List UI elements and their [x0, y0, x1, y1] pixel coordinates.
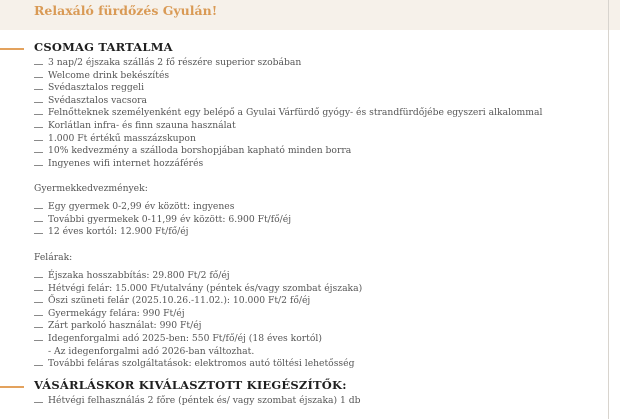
list-item: Éjszaka hosszabbítás: 29.800 Ft/2 fő/éj — [34, 270, 362, 283]
package-list — [34, 57, 542, 170]
dash-bullet — [34, 315, 43, 316]
tourist-tax-note: - Az idegenforgalmi adó 2026-ban változhat. — [48, 345, 255, 357]
dash-bullet — [34, 102, 43, 103]
children-discounts-list — [34, 201, 291, 239]
list-item: Svédasztalos reggeli — [34, 82, 542, 95]
list-item: 1.000 Ft értékű masszázskupon — [34, 133, 542, 146]
list-item: Felnőtteknek személyenként egy belépő a Gyulai Várfürdő gyógy- és strandfürdőjébe egyszeri alkalommal — [34, 107, 542, 120]
dash-bullet — [34, 77, 43, 78]
dash-bullet — [34, 208, 43, 209]
right-border-line — [608, 0, 609, 419]
list-item: Welcome drink bekészítés — [34, 70, 542, 83]
list-item: 10% kedvezmény a szálloda borshopjában kapható minden borra — [34, 145, 542, 158]
dash-bullet — [34, 233, 43, 234]
list-item: Gyermekágy felára: 990 Ft/éj — [34, 308, 362, 321]
children-discounts-heading: Gyermekkedvezmények: — [34, 183, 148, 194]
list-item: Svédasztalos vacsora — [34, 95, 542, 108]
extras-section-heading — [0, 378, 560, 394]
list-item: Korlátlan infra- és finn szauna használat — [34, 120, 542, 133]
list-item: 12 éves kortól: 12.900 Ft/fő/éj — [34, 226, 291, 239]
extras-list — [34, 395, 361, 408]
list-item — [34, 333, 362, 358]
list-item: Őszi szüneti felár (2025.10.26.-11.02.): 10.000 Ft/2 fő/éj — [34, 295, 362, 308]
dash-bullet — [34, 127, 43, 128]
dash-bullet — [34, 327, 43, 328]
header-banner — [0, 0, 620, 30]
list-item: További feláras szolgáltatások: elektromos autó töltési lehetősség — [34, 358, 362, 371]
dash-bullet — [34, 402, 43, 403]
surcharges-list — [34, 270, 362, 371]
dash-bullet — [34, 277, 43, 278]
dash-bullet — [34, 64, 43, 65]
dash-bullet — [34, 290, 43, 291]
heading-dash — [0, 48, 24, 50]
dash-bullet — [34, 165, 43, 166]
list-item: További gyermekek 0-11,99 év között: 6.900 Ft/fő/éj — [34, 214, 291, 227]
list-item: Zárt parkoló használat: 990 Ft/éj — [34, 320, 362, 333]
dash-bullet — [34, 302, 43, 303]
dash-bullet — [34, 221, 43, 222]
package-section-heading — [0, 40, 560, 56]
list-item: Ingyenes wifi internet hozzáférés — [34, 158, 542, 171]
dash-bullet — [34, 365, 43, 366]
extras-heading: VÁSÁRLÁSKOR KIVÁLASZTOTT KIEGÉSZÍTŐK: — [34, 378, 347, 392]
heading-dash — [0, 386, 24, 388]
surcharges-heading: Felárak: — [34, 252, 73, 263]
dash-bullet — [34, 114, 43, 115]
page-title: Relaxáló fürdőzés Gyulán! — [34, 3, 218, 18]
list-item: Hétvégi felhasználás 2 főre (péntek és/ vagy szombat éjszaka) 1 db — [34, 395, 361, 408]
dash-bullet — [34, 140, 43, 141]
list-item: Egy gyermek 0-2,99 év között: ingyenes — [34, 201, 291, 214]
list-item: Hétvégi felár: 15.000 Ft/utalvány (péntek és/vagy szombat éjszaka) — [34, 283, 362, 296]
list-item: 3 nap/2 éjszaka szállás 2 fő részére superior szobában — [34, 57, 542, 70]
dash-bullet — [34, 89, 43, 90]
dash-bullet — [34, 340, 43, 341]
dash-bullet — [34, 152, 43, 153]
tourist-tax-line: Idegenforgalmi adó 2025-ben: 550 Ft/fő/éj (18 éves kortól) — [48, 332, 322, 344]
package-heading: CSOMAG TARTALMA — [34, 40, 173, 54]
